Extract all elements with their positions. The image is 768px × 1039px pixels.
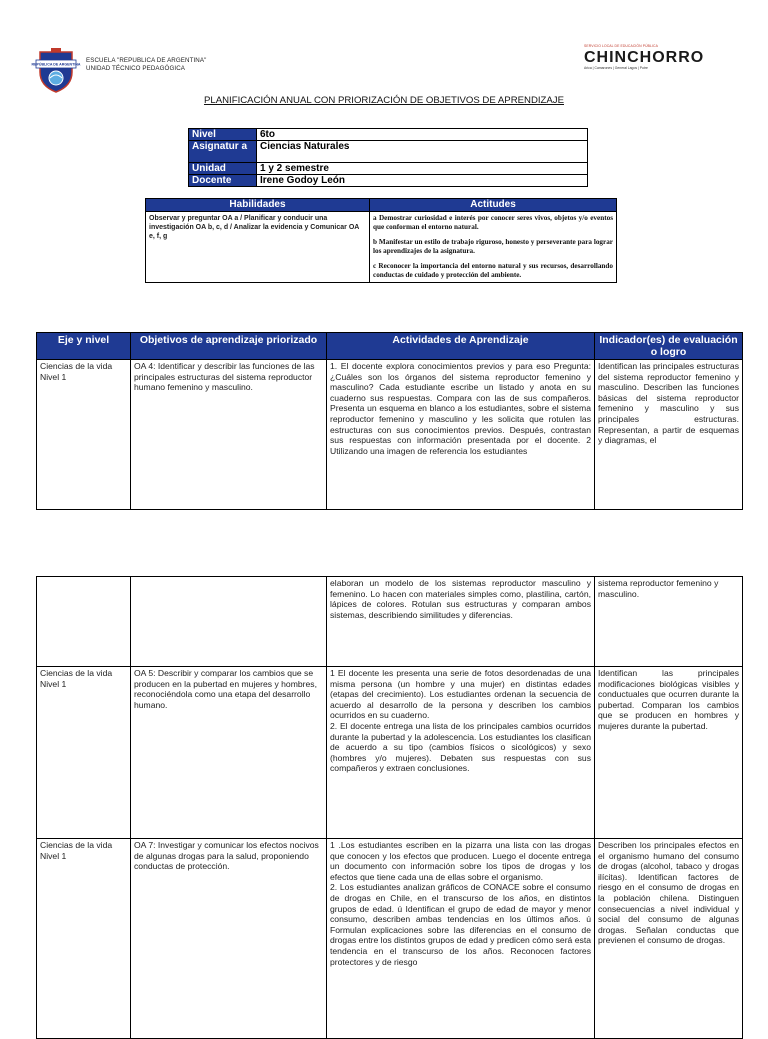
objectives-header-row (37, 333, 743, 360)
row-objetivo: OA 4: Identificar y describir las funciones de las principales estructuras del sistema reproductor humano femenino y masculino. (131, 360, 327, 510)
info-row-nivel (189, 129, 588, 141)
course-info-table (188, 128, 588, 187)
info-row-unidad (189, 163, 588, 175)
header-eje: Eje y nivel (37, 333, 131, 360)
brand-name (584, 49, 724, 66)
brand-name-text: CHINCHORRO (584, 49, 705, 66)
objectives-table (36, 332, 743, 510)
row-actividades (327, 667, 595, 839)
actividad-2: 2. El docente entrega una lista de los principales cambios ocurridos durante la pubertad y la adolescencia. Los estudiantes los clasifican de acuerdo a su tipo (cambios físicos o sicológicos) y sexo (hombres y/o mujeres). Debaten sus respuestas con sus compañeros y extraen conclusiones. (330, 720, 591, 774)
skills-attitudes-table (145, 198, 617, 283)
school-logo-icon (31, 46, 81, 94)
unidad-label: Unidad (189, 163, 257, 175)
row-eje: Ciencias de la vida Nivel 1 (37, 839, 131, 1039)
docente-value: Irene Godoy León (257, 175, 588, 187)
row-indicadores: Identifican las principales modificaciones biológicas visibles y conductuales que ocurren durante la pubertad. Comparan los cambios que se producen en hombres y mujeres durante la pubertad. (595, 667, 743, 839)
actitud-b: b Manifestar un estilo de trabajo riguroso, honesto y perseverante para lograr los aprendizajes de la asignatura. (373, 238, 613, 255)
row-indicadores: Identifican las principales estructuras del sistema reproductor femenino y masculino. Describen las funciones básicas del sistema reproductor femenino y masculino y sus principales estructuras. Representan, a partir de esquemas y diagramas, el (595, 360, 743, 510)
info-row-docente (189, 175, 588, 187)
unidad-value: 1 y 2 semestre (257, 163, 588, 175)
actividad-2: 2. Los estudiantes analizan gráficos de CONACE sobre el consumo de drogas en Chile, en el transcurso de los años, en distintos grupos de edad. ú Identifican el grupo de edad de mayor y menor consumo, describen ambas tendencias en los últimos años. ú Formulan explicaciones sobre las diferencias en el consumo de drogas entre los distintos grupos de edad y predicen cómo será esta tendencia en el transcurso de los años. Reconocen factores protectores y de riesgo (330, 882, 591, 967)
asignatura-label: Asignatur a (189, 141, 257, 163)
logo-banner-text: REPÚBLICA DE ARGENTINA (31, 62, 81, 67)
table-row (37, 667, 743, 839)
nivel-label: Nivel (189, 129, 257, 141)
nivel-value: 6to (257, 129, 588, 141)
header-objetivos: Objetivos de aprendizaje priorizado (131, 333, 327, 360)
header-indicadores: Indicador(es) de evaluación o logro (595, 333, 743, 360)
row-actividades (327, 839, 595, 1039)
table-row (37, 839, 743, 1039)
school-line-1: ESCUELA "REPUBLICA DE ARGENTINA" (86, 57, 207, 64)
school-line-2: UNIDAD TÉCNICO PEDAGÓGICA (86, 65, 185, 72)
row-objetivo (131, 577, 327, 667)
habilidades-header: Habilidades (146, 199, 370, 212)
actitudes-header: Actitudes (370, 199, 617, 212)
row-eje: Ciencias de la vida Nivel 1 (37, 667, 131, 839)
actividad-1: 1 .Los estudiantes escriben en la pizarra una lista con las drogas que conocen y los efectos que producen. Luego el docente entrega un documento con información sobre los tipos de drogas y los efectos que tiene cada una de ellas sobre el organismo. (330, 840, 591, 882)
asignatura-value: Ciencias Naturales (257, 141, 588, 163)
actitudes-list (370, 212, 617, 283)
row-actividades: elaboran un modelo de los sistemas reproductor masculino y femenino. Lo hacen con materiales simples como, plastilina, cartón, lápices de colores. Rotulan sus estructuras y comparan ambos sistemas, describiendo similitudes y diferencias. (327, 577, 595, 667)
continuation-table (36, 576, 743, 1039)
header-actividades: Actividades de Aprendizaje (327, 333, 595, 360)
info-row-asignatura (189, 141, 588, 163)
chinchorro-brand (584, 44, 724, 71)
row-eje (37, 577, 131, 667)
table-row (37, 360, 743, 510)
docente-label: Docente (189, 175, 257, 187)
row-actividades: 1. El docente explora conocimientos previos y para eso Pregunta: ¿Cuáles son los órganos del sistema reproductor femenino y masculino? Cada estudiante escribe un listado y anota en su cuaderno sus respuestas. Compara con las de sus compañeros. Presenta un esquema en blanco a los estudiantes, sobre el sistema reproductor femenino y masculino y les solicita que rotulen las estructuras con sus conocimientos previos. Después, contrastan sus respuestas con información presentada por el docente. 2 Utilizando una imagen de referencia los estudiantes (327, 360, 595, 510)
row-objetivo: OA 5: Describir y comparar los cambios que se producen en la pubertad en mujeres y hombres, reconociéndola como una etapa del desarrollo humano. (131, 667, 327, 839)
page-title: PLANIFICACIÓN ANUAL CON PRIORIZACIÓN DE OBJETIVOS DE APRENDIZAJE (203, 95, 564, 106)
row-indicadores: sistema reproductor femenino y masculino. (595, 577, 743, 667)
actitud-c: c Reconocer la importancia del entorno natural y sus recursos, desarrollando conductas de cuidado y protección del ambiente. (373, 262, 613, 279)
actitud-a: a Demostrar curiosidad e interés por conocer seres vivos, objetos y/o eventos que conforman el entorno natural. (373, 214, 613, 231)
row-indicadores: Describen los principales efectos en el organismo humano del consumo de drogas (alcohol, tabaco y drogas ilícitas). Identifican factores de riesgo en el consumo de drogas en la población chilena. Distinguen consecuencias a nivel individual y social del consumo de algunas drogas. Señalan conductas que previenen el consumo de drogas. (595, 839, 743, 1039)
school-name (86, 57, 206, 73)
brand-subtitle: Arica | Camarones | General Lagos | Putre (584, 66, 648, 70)
habilidades-text: Observar y preguntar OA a / Planificar y conducir una investigación OA b, c, d / Analizar la evidencia y Comunicar OA e, f, g (146, 212, 370, 283)
actividad-1: 1 El docente les presenta una serie de fotos desordenadas de una misma persona (un hombre y una mujer) en distintas edades (etapas del crecimiento). Los estudiantes ordenan la secuencia de acuerdo al desarrollo de la persona y describen los cambios ocurridos en su cuaderno. (330, 668, 591, 721)
row-objetivo: OA 7: Investigar y comunicar los efectos nocivos de algunas drogas para la salud, proponiendo conductas de protección. (131, 839, 327, 1039)
row-eje: Ciencias de la vida Nivel 1 (37, 360, 131, 510)
brand-small-text: SERVICIO LOCAL DE EDUCACIÓN PÚBLICA (584, 44, 658, 48)
table-row (37, 577, 743, 667)
